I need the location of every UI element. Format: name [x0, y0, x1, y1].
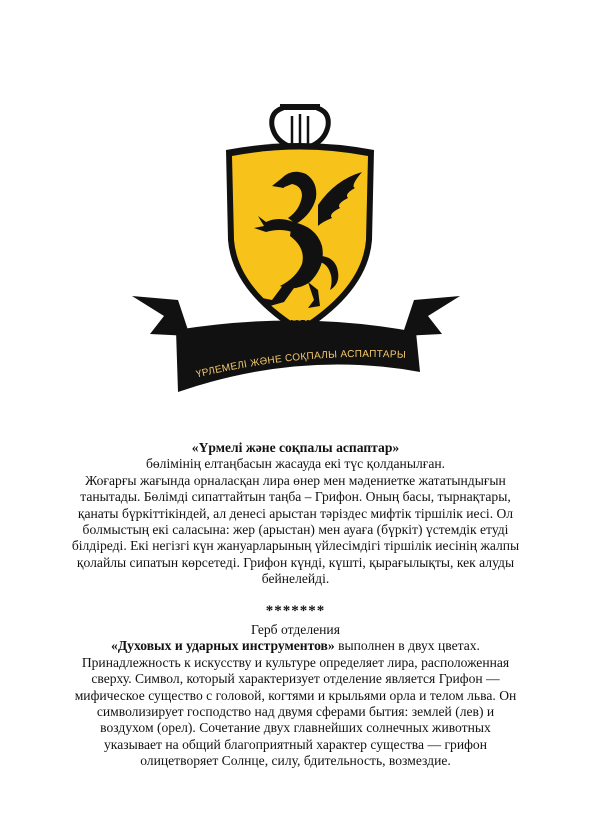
russian-title: «Духовых и ударных инструментов»	[111, 638, 335, 654]
kazakh-line: бөлімінің елтаңбасын жасауда екі түс қолданылған.	[145, 456, 446, 472]
kazakh-line: танытады. Бөлімді сипаттайтын таңба – Грифон. Оның басы, тырнақтары,	[80, 489, 511, 505]
kazakh-line: білдіреді. Екі негізгі күн жануарларының үйлесімдігі тіршілік иесінің жалпы	[71, 538, 520, 554]
russian-heading: Герб отделения	[251, 622, 340, 637]
russian-line: мифическое существо с головой, когтями и крыльями орла и телом льва. Он	[74, 687, 517, 703]
russian-description	[70, 622, 521, 770]
russian-line: указывает на общий благоприятный характер существа — грифон	[104, 736, 487, 752]
kazakh-line: қанаты бүркіттікіндей, ал денесі арыстан тәріздес мифтік тіршілік иесі. Ол	[77, 505, 514, 521]
ribbon-text: ҮРЛЕМЕЛІ ЖӘНЕ СОҚПАЛЫ АСПАПТАРЫ	[195, 348, 407, 381]
russian-title-suffix: выполнен в двух цветах.	[334, 638, 480, 654]
kazakh-line: Жоғарғы жағында орналасқан лира өнер мен мәдениетке жататындығын	[85, 472, 506, 488]
russian-line: олицетворяет Солнце, силу, бдительность, возмездие.	[140, 753, 451, 769]
kazakh-description	[70, 440, 521, 588]
kazakh-line: бейнелейді.	[261, 571, 330, 587]
kazakh-title: «Үрмелі және соқпалы аспаптар»	[191, 440, 400, 455]
kazakh-line: қолайлы сипатын көрсетеді. Грифон күнді, күшті, қырағылықты, кек алуды	[76, 554, 515, 570]
russian-line: воздухом (орел). Сочетание двух главнейших солнечных животных	[100, 720, 491, 736]
russian-title-line	[70, 638, 521, 654]
russian-line: Принадлежность к искусству и культуре определяет лира, расположенная	[81, 654, 510, 670]
separator: *******	[265, 603, 326, 619]
russian-line: символизирует господство над двумя сферами бытия: землей (лев) и	[96, 704, 495, 720]
russian-line: сверху. Символ, который характеризует отделение является Грифон —	[91, 671, 500, 687]
kazakh-line: болмыстың екі саласына: жер (арыстан) мен ауаға (бүркіт) үстемдік етуді	[82, 522, 509, 538]
